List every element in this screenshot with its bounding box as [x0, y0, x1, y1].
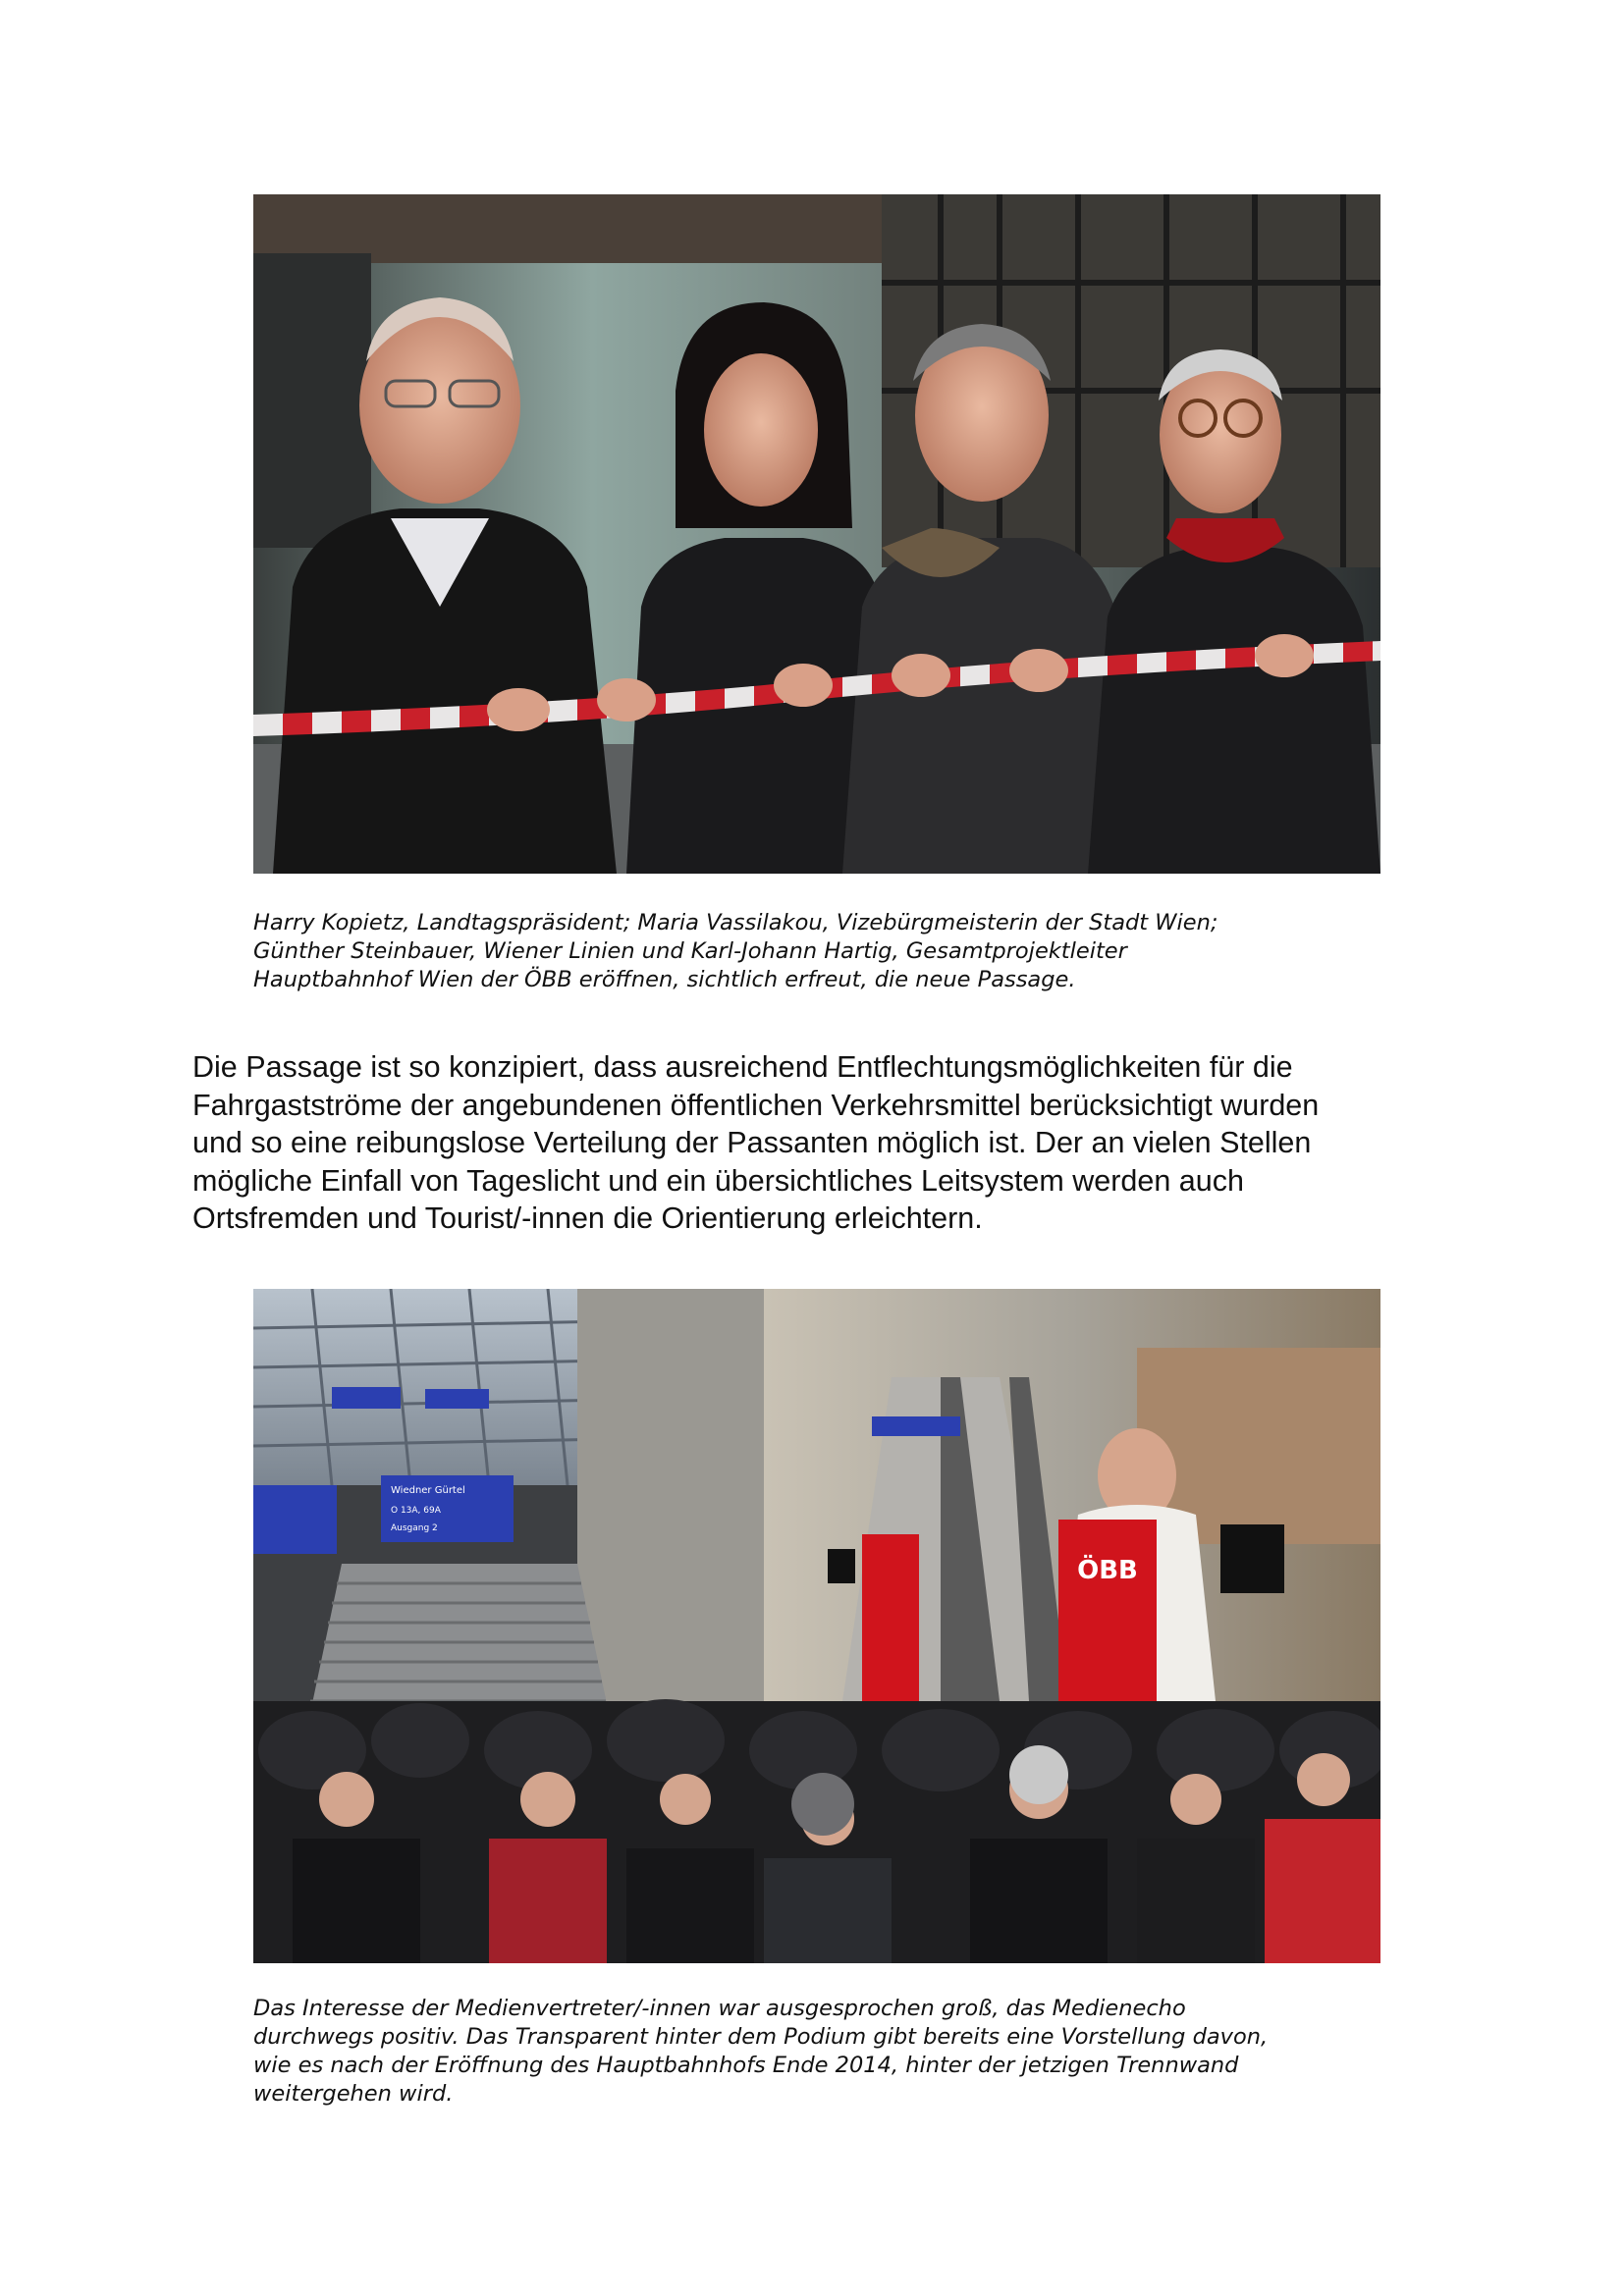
sign-text: Ausgang 2	[391, 1523, 438, 1533]
body-line: und so eine reibungslose Verteilung der Passanten möglich ist. Der an vielen Stellen	[192, 1126, 1312, 1159]
ribbon-cutting-photo	[253, 194, 1380, 874]
body-line: mögliche Einfall von Tageslicht und ein übersichtliches Leitsystem werden auch	[192, 1163, 1244, 1198]
sign-text: O 13A, 69A	[391, 1506, 441, 1516]
caption-line: wie es nach der Eröffnung des Hauptbahnhofs Ende 2014, hinter der jetzigen Trennwand	[253, 2053, 1239, 2078]
caption-line: Günther Steinbauer, Wiener Linien und Karl-Johann Hartig, Gesamtprojektleiter	[253, 938, 1127, 964]
direction-sign	[425, 1389, 489, 1409]
body-line: Die Passage ist so konzipiert, dass ausreichend Entflechtungsmöglichkeiten für die	[192, 1050, 1293, 1084]
obb-banner	[862, 1534, 919, 1721]
caption-line: Harry Kopietz, Landtagspräsident; Maria Vassilakou, Vizebürgmeisterin der Stadt Wien;	[253, 910, 1218, 935]
caption-line: Hauptbahnhof Wien der ÖBB eröffnen, sichtlich erfreut, die neue Passage.	[253, 967, 1076, 992]
direction-sign	[253, 1485, 337, 1554]
ribbon-cutting-illustration	[253, 194, 1380, 874]
body-line: Ortsfremden und Tourist/-innen die Orientierung erleichtern.	[192, 1201, 983, 1235]
body-line: Fahrgastströme der angebundenen öffentlichen Verkehrsmittel berücksichtigt wurden	[192, 1088, 1320, 1122]
body-paragraph	[192, 1048, 1469, 1238]
caption-line: durchwegs positiv. Das Transparent hinter dem Podium gibt bereits eine Vorstellung davon,	[253, 2024, 1269, 2050]
caption-line: weitergehen wird.	[253, 2081, 454, 2107]
obb-logo: ÖBB	[1077, 1556, 1138, 1585]
caption-press-crowd	[253, 1995, 1380, 2109]
caption-line: Das Interesse der Medienvertreter/-innen war ausgesprochen groß, das Medienecho	[253, 1996, 1186, 2021]
press-crowd-photo	[253, 1289, 1380, 1963]
press-crowd-illustration	[253, 1289, 1380, 1963]
obb-banner	[1058, 1520, 1157, 1716]
direction-sign	[332, 1387, 401, 1409]
sign-text: Wiedner Gürtel	[391, 1485, 465, 1496]
caption-ribbon-cutting	[253, 909, 1380, 994]
